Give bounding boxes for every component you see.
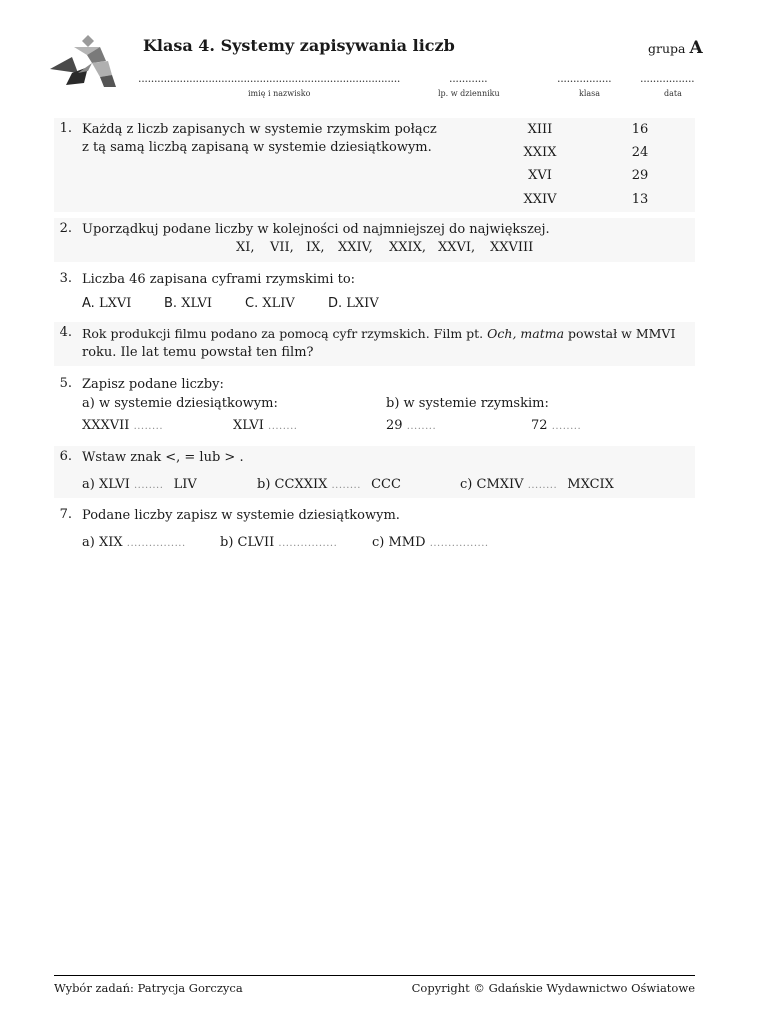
task-6-pair-c — [460, 477, 614, 492]
task-3-option-a[interactable] — [82, 296, 131, 311]
task-1-roman-4: XXIV — [523, 192, 557, 207]
task-5-item-3 — [386, 418, 436, 433]
answer-blank[interactable]: ................ — [429, 538, 489, 549]
item-value: MMD — [388, 535, 426, 550]
pair-left: CMXIV — [476, 477, 524, 492]
task-5-item-2 — [233, 418, 297, 433]
task-3-option-d[interactable] — [328, 296, 379, 311]
task-3-text: Liczba 46 zapisana cyframi rzymskimi to: — [82, 272, 356, 287]
task-2-number-2: VII, — [270, 240, 294, 255]
option-value: XLIV — [262, 296, 295, 311]
task-6-pair-a — [82, 477, 197, 492]
group-label: grupa — [648, 41, 686, 56]
task-5-label-b: b) w systemie rzymskim: — [386, 396, 549, 411]
task-4-number: 4. — [59, 325, 72, 340]
task-1-roman-2: XXIX — [523, 145, 557, 160]
task-7-item-c — [372, 535, 489, 550]
task-2-number-6: XXVI, — [438, 240, 476, 255]
task-1-text-line1: Każdą z liczb zapisanych w systemie rzymskim połącz — [82, 122, 437, 137]
comparison-blank[interactable]: ........ — [331, 480, 361, 491]
pair-right: CCC — [371, 477, 401, 492]
film-title: Och, matma — [487, 326, 565, 341]
task-2-number-1: XI, — [236, 240, 255, 255]
item-prefix: c) — [372, 535, 385, 550]
task-1-roman-1: XIII — [527, 122, 553, 137]
task-7-item-a — [82, 535, 186, 550]
task-6-number: 6. — [59, 449, 72, 464]
option-value: LXVI — [98, 296, 132, 311]
task-1-text-line2: z tą samą liczbą zapisaną w systemie dziesiątkowym. — [82, 140, 432, 155]
answer-blank[interactable]: ........ — [268, 421, 298, 432]
item-value: 29 — [386, 418, 403, 433]
option-letter: C. — [245, 296, 259, 311]
task-2-number-4: XXIV, — [338, 240, 373, 255]
task-5-text: Zapisz podane liczby: — [82, 377, 224, 392]
date-field-label: data — [664, 89, 682, 98]
task-6-text: Wstaw znak <, = lub > . — [82, 450, 244, 465]
item-value: CLVII — [237, 535, 275, 550]
class-field-dots[interactable]: ................. — [557, 72, 612, 85]
date-field-dots[interactable]: ................. — [640, 72, 695, 85]
item-value: XXXVII — [82, 418, 130, 433]
pair-right: MXCIX — [567, 477, 614, 492]
footer-copyright: Copyright © Gdańskie Wydawnictwo Oświatowe — [411, 981, 695, 995]
task-1-number: 1. — [59, 121, 72, 136]
task-1-decimal-3: 29 — [631, 168, 649, 183]
task-4-text-b: powstał w MMVI — [568, 326, 676, 341]
task-4-text-line1 — [82, 325, 675, 343]
comparison-blank[interactable]: ........ — [133, 480, 164, 491]
task-2-number-5: XXIX, — [389, 240, 427, 255]
item-prefix: b) — [220, 535, 234, 550]
pair-prefix: a) — [82, 477, 95, 492]
task-2-number-7: XXVIII — [490, 240, 534, 255]
group-value: A — [689, 38, 703, 58]
pair-prefix: c) — [460, 477, 473, 492]
footer-author: Wybór zadań: Patrycja Gorczyca — [54, 981, 243, 995]
answer-blank[interactable]: ........ — [551, 421, 582, 432]
pair-left: CCXXIX — [274, 477, 328, 492]
task-5-item-1 — [82, 418, 163, 433]
pair-left: XLVI — [98, 477, 130, 492]
answer-blank[interactable]: ........ — [406, 421, 437, 432]
answer-blank[interactable]: ................ — [126, 538, 186, 549]
group-indicator — [648, 38, 703, 58]
task-7-number: 7. — [59, 507, 72, 522]
option-value: LXIV — [346, 296, 379, 311]
task-1-decimal-1: 16 — [631, 122, 649, 137]
tangram-logo — [48, 33, 118, 89]
task-5-label-a: a) w systemie dziesiątkowym: — [82, 396, 278, 411]
task-1-roman-3: XVI — [528, 168, 552, 183]
item-prefix: a) — [82, 535, 95, 550]
option-value: XLVI — [181, 296, 213, 311]
task-5-number: 5. — [59, 376, 72, 391]
task-2-text: Uporządkuj podane liczby w kolejności od najmniejszej do największej. — [82, 222, 550, 237]
option-letter: B. — [164, 296, 178, 311]
task-7-item-b — [220, 535, 337, 550]
pair-right: LIV — [173, 477, 197, 492]
name-field-dots[interactable]: .................................................................................. — [138, 72, 401, 85]
footer-divider — [54, 975, 695, 976]
register-number-dots[interactable]: ............ — [449, 72, 488, 85]
item-value: XLVI — [233, 418, 264, 433]
task-3-option-b[interactable] — [164, 296, 212, 311]
task-4-text-line2: roku. Ile lat temu powstał ten film? — [82, 345, 314, 360]
option-letter: A. — [82, 296, 95, 311]
task-3-option-c[interactable] — [245, 296, 295, 311]
comparison-blank[interactable]: ........ — [527, 480, 558, 491]
task-4-text-a: Rok produkcji filmu podano za pomocą cyfr rzymskich. Film pt. — [82, 326, 484, 341]
task-7-text: Podane liczby zapisz w systemie dziesiątkowym. — [82, 508, 400, 523]
task-1-decimal-4: 13 — [631, 192, 649, 207]
task-3-number: 3. — [59, 271, 72, 286]
class-field-label: klasa — [579, 89, 601, 98]
option-letter: D. — [328, 296, 343, 311]
item-value: 72 — [531, 418, 548, 433]
register-number-label: lp. w dzienniku — [438, 89, 500, 98]
task-1-decimal-2: 24 — [631, 145, 649, 160]
task-2-number-3: IX, — [306, 240, 325, 255]
answer-blank[interactable]: ........ — [133, 421, 164, 432]
name-field-label: imię i nazwisko — [248, 89, 311, 98]
task-2-number: 2. — [59, 221, 72, 236]
task-5-item-4 — [531, 418, 581, 433]
pair-prefix: b) — [257, 477, 271, 492]
item-value: XIX — [98, 535, 123, 550]
answer-blank[interactable]: ................ — [278, 538, 338, 549]
worksheet-title: Klasa 4. Systemy zapisywania liczb — [143, 36, 455, 55]
task-6-pair-b — [257, 477, 401, 492]
